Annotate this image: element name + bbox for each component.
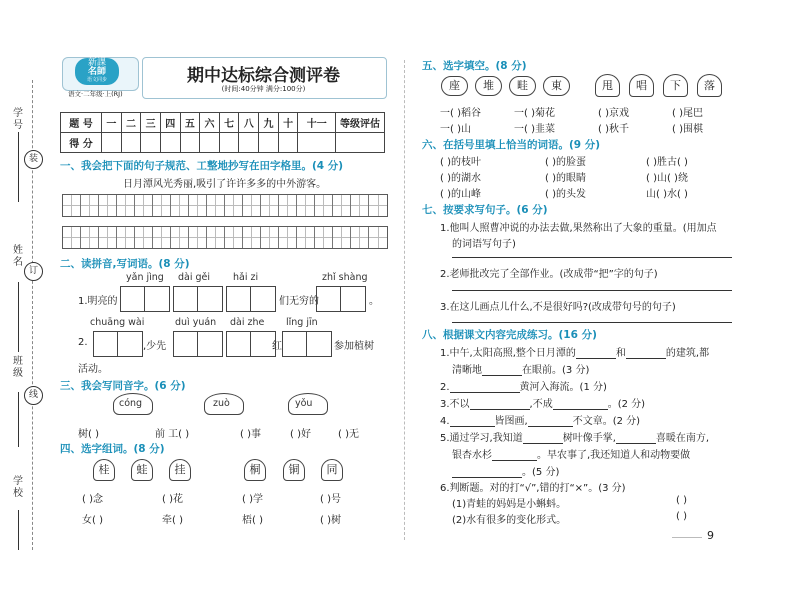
- binding-seal-2: 订: [24, 262, 43, 281]
- q8-text: 在眼前。(3 分): [522, 365, 590, 376]
- q8-item-1b: [452, 361, 589, 376]
- q6-item: ( )的头发: [545, 189, 586, 200]
- score-cell[interactable]: [102, 133, 122, 153]
- answer-boxes[interactable]: [316, 286, 366, 312]
- char-card: 座: [441, 76, 468, 96]
- q8-text: 喜暖在南方,: [655, 433, 710, 444]
- pinyin: hǎi zi: [233, 272, 259, 283]
- tianzige-row-2[interactable]: [62, 226, 388, 249]
- q8-item-5b: [452, 446, 690, 461]
- score-cell[interactable]: [239, 133, 259, 153]
- fill-blank[interactable]: [450, 382, 520, 393]
- q4-item: ( )号: [320, 494, 341, 505]
- q5-item: ( )尾巴: [672, 108, 703, 119]
- judge-answer[interactable]: ( ): [676, 495, 687, 506]
- table-head: 五: [180, 113, 200, 133]
- pinyin: duì yuán: [175, 317, 217, 328]
- school-line: [18, 510, 20, 550]
- q6-title: 六、在括号里填上恰当的词语。(9 分): [422, 139, 601, 151]
- pinyin: zhǐ shàng: [322, 272, 368, 283]
- q7-sentence-2: 2.老师批改完了全部作业。(改成带“把”字的句子): [440, 269, 658, 280]
- table-head: 题 号: [61, 113, 102, 133]
- score-cell[interactable]: [219, 133, 239, 153]
- score-cell[interactable]: [298, 133, 336, 153]
- q2-line1-mid: 们无穷的: [279, 296, 319, 307]
- fill-blank[interactable]: [492, 450, 537, 461]
- char-card: 甩: [595, 74, 620, 97]
- q8-item-4: [440, 412, 640, 427]
- class-label: 班 级: [13, 356, 23, 379]
- q6-item: ( )的枝叶: [440, 157, 481, 168]
- stump-pinyin: zuò: [213, 398, 230, 409]
- q4-title: 四、选字组词。(8 分): [60, 443, 165, 455]
- char-card: 下: [663, 74, 688, 97]
- fill-blank[interactable]: [616, 433, 656, 444]
- q8-item-5c: [452, 463, 559, 478]
- table-head: 三: [141, 113, 161, 133]
- char-card: 同: [321, 459, 343, 481]
- char-card: 畦: [509, 76, 536, 96]
- q8-text: 。早农事了,我还知道人和动物要做: [537, 450, 691, 461]
- table-head: 十: [278, 113, 298, 133]
- answer-line[interactable]: [452, 322, 732, 323]
- q4-item: ( )树: [320, 515, 341, 526]
- q2-line2-start: 2.: [78, 337, 88, 348]
- q2-title: 二、读拼音,写词语。(8 分): [60, 258, 190, 270]
- table-head: 四: [160, 113, 180, 133]
- name-line: [18, 282, 20, 352]
- class-line: [18, 392, 20, 447]
- q8-text: ,不成: [529, 399, 553, 410]
- score-cell[interactable]: [121, 133, 141, 153]
- answer-boxes[interactable]: [282, 331, 332, 357]
- q8-text: 3.不以: [440, 399, 470, 410]
- q8-item-2: 2. 黄河入海流。(1 分): [440, 382, 607, 393]
- q5-item: 一( )山: [440, 124, 471, 135]
- q4-item: 女( ): [82, 515, 103, 526]
- q5-item: ( )秋千: [598, 124, 629, 135]
- q4-item: ( )花: [162, 494, 183, 505]
- tianzige-row-1[interactable]: [62, 194, 388, 217]
- fill-blank[interactable]: [576, 348, 616, 359]
- q5-item: 一( )稻谷: [440, 108, 481, 119]
- fill-blank[interactable]: [450, 416, 495, 427]
- q5-item: ( )围棋: [672, 124, 703, 135]
- q8-text: 和: [615, 348, 626, 359]
- column-divider: [404, 60, 406, 540]
- exam-time: (时间:40分钟 满分:100分): [221, 85, 306, 93]
- q1-title: 一、我会把下面的句子规范、工整地抄写在田字格里。(4 分): [60, 160, 344, 172]
- q3-item: 树( ): [78, 429, 99, 440]
- q3-title: 三、我会写同音字。(6 分): [60, 380, 186, 392]
- q2-line1-end: 。: [369, 296, 379, 307]
- q3-item: ( )无: [338, 429, 359, 440]
- pinyin: chuāng wài: [90, 317, 145, 328]
- q1-sentence: 日月潭风光秀丽,吸引了许许多多的中外游客。: [123, 179, 327, 190]
- q8-item-3: [440, 395, 645, 410]
- char-card: 铜: [283, 459, 305, 481]
- table-head: 九: [259, 113, 279, 133]
- table-head: 十一: [298, 113, 336, 133]
- q8-text: 。(2 分): [607, 399, 646, 410]
- table-head: 等级评估: [336, 113, 385, 133]
- pinyin: dài gěi: [178, 272, 211, 283]
- pinyin: lǐng jīn: [286, 317, 318, 328]
- judge-item-1: (1)青蛙的妈妈是小蝌蚪。: [452, 499, 567, 510]
- q8-text: 树叶像手掌,: [562, 433, 616, 444]
- q6-item: ( )的湖水: [440, 173, 481, 184]
- name-label: 姓 名: [13, 245, 23, 268]
- score-value-row: [61, 133, 385, 153]
- q3-item: ( )事: [240, 429, 261, 440]
- q2-line1-start: 1.明亮的: [78, 296, 118, 307]
- answer-boxes[interactable]: [93, 331, 143, 357]
- judge-item-2: (2)水有很多的变化形式。: [452, 515, 567, 526]
- score-cell[interactable]: [180, 133, 200, 153]
- score-cell[interactable]: [200, 133, 220, 153]
- q3-item: 前 工( ): [155, 429, 190, 440]
- q6-item: ( )的眼睛: [545, 173, 586, 184]
- q6-item: ( )的山峰: [440, 189, 481, 200]
- table-head: 八: [239, 113, 259, 133]
- char-card: 東: [543, 76, 570, 96]
- fill-blank[interactable]: [470, 399, 530, 410]
- student-number-label: 学 号: [13, 108, 23, 131]
- q5-item: 一( )韭菜: [514, 124, 555, 135]
- answer-boxes[interactable]: [226, 286, 276, 312]
- q8-item-5: [440, 429, 709, 444]
- answer-boxes[interactable]: [173, 286, 223, 312]
- char-card: 落: [697, 74, 722, 97]
- judge-answer[interactable]: ( ): [676, 511, 687, 522]
- char-card: 堆: [475, 76, 502, 96]
- footer-rule: [672, 537, 702, 538]
- answer-line[interactable]: [452, 257, 732, 258]
- fill-blank[interactable]: [553, 399, 608, 410]
- table-head: 六: [200, 113, 220, 133]
- page-title: 期中达标综合测评卷: [187, 66, 340, 86]
- q6-item: ( )的脸蛋: [545, 157, 586, 168]
- table-head: 七: [219, 113, 239, 133]
- score-header-row: [61, 113, 385, 133]
- score-label: 得 分: [61, 133, 102, 153]
- q2-line2-b: 红: [272, 341, 282, 352]
- q8-text: 不文章。(2 分): [572, 416, 641, 427]
- answer-boxes[interactable]: [120, 286, 170, 312]
- table-head: 二: [121, 113, 141, 133]
- answer-boxes[interactable]: [173, 331, 223, 357]
- q4-item: ( )念: [82, 494, 103, 505]
- q5-item: 一( )菊花: [514, 108, 555, 119]
- pinyin: dài zhe: [230, 317, 265, 328]
- score-cell[interactable]: [278, 133, 298, 153]
- q7-title: 七、按要求写句子。(6 分): [422, 204, 548, 216]
- fill-blank[interactable]: [626, 348, 666, 359]
- q2-line2-d: 活动。: [78, 364, 108, 375]
- answer-boxes[interactable]: [226, 331, 276, 357]
- q8-text: 黄河入海流。(1 分): [519, 382, 607, 393]
- score-table: [60, 112, 385, 153]
- pinyin: yǎn jìng: [126, 272, 164, 283]
- binding-seal-3: 线: [24, 386, 43, 405]
- char-card: 桐: [244, 459, 266, 481]
- logo-line-1: 新課: [87, 58, 106, 68]
- char-card: 挂: [169, 459, 191, 481]
- char-card: 桂: [93, 459, 115, 481]
- q6-item: ( )胜古( ): [646, 157, 688, 168]
- q4-item: 牵( ): [162, 515, 183, 526]
- school-label: 学 校: [13, 476, 23, 499]
- q3-item: ( )好: [290, 429, 311, 440]
- student-number-line: [18, 132, 20, 202]
- q7-sentence-1b: 的词语写句子): [452, 239, 516, 250]
- score-cell[interactable]: [160, 133, 180, 153]
- stump-pinyin: cóng: [119, 398, 143, 409]
- q8-text: 的建筑,都: [665, 348, 710, 359]
- q8-text: 5.通过学习,我知道: [440, 433, 523, 444]
- binding-seal-1: 装: [24, 150, 43, 169]
- score-cell[interactable]: [141, 133, 161, 153]
- q8-text: 。(5 分): [522, 467, 560, 478]
- q8-item-6: 6.判断题。对的打“√”,错的打“×”。(3 分): [440, 483, 626, 494]
- logo-line-3: 语文同步: [86, 77, 107, 83]
- q2-line2-a: ,少先: [143, 341, 167, 352]
- q8-text: 清晰地: [452, 365, 482, 376]
- fill-blank[interactable]: [482, 365, 522, 376]
- publisher-logo: [75, 58, 119, 85]
- char-card: 唱: [629, 74, 654, 97]
- q8-text: 1.中午,太阳高照,整个日月潭的: [440, 348, 576, 359]
- q2-line2-c: 参加植树: [334, 341, 374, 352]
- q8-text: 皆图画,: [494, 416, 528, 427]
- q8-text: 4.: [440, 416, 450, 427]
- table-head: 一: [102, 113, 122, 133]
- q7-sentence-3: 3.在这儿画点儿什么,不是很好吗?(改成带句号的句子): [440, 302, 676, 313]
- q6-item: ( )山( )绕: [646, 173, 688, 184]
- fill-blank[interactable]: [452, 467, 522, 478]
- q4-item: ( )学: [242, 494, 263, 505]
- q8-item-1: [440, 344, 709, 359]
- q4-item: 梧( ): [242, 515, 263, 526]
- q6-item: 山( )水( ): [646, 189, 688, 200]
- q8-text: 银杏水杉: [452, 450, 492, 461]
- score-cell[interactable]: [336, 133, 385, 153]
- q8-title: 八、根据课文内容完成练习。(16 分): [422, 329, 597, 341]
- fill-blank[interactable]: [528, 416, 573, 427]
- q5-item: ( )京戏: [598, 108, 629, 119]
- char-card: 蛙: [131, 459, 153, 481]
- answer-line[interactable]: [452, 290, 732, 291]
- q5-title: 五、选字填空。(8 分): [422, 60, 527, 72]
- fill-blank[interactable]: [523, 433, 563, 444]
- grade-label: 语文·二年级·上(RJ): [68, 90, 123, 98]
- logo-line-2: 名師: [87, 67, 106, 77]
- stump-pinyin: yǒu: [295, 398, 313, 409]
- score-cell[interactable]: [259, 133, 279, 153]
- q7-sentence-1a: 1.他叫人照曹冲说的办法去做,果然称出了大象的重量。(用加点: [440, 223, 717, 234]
- page-number: 9: [707, 529, 714, 542]
